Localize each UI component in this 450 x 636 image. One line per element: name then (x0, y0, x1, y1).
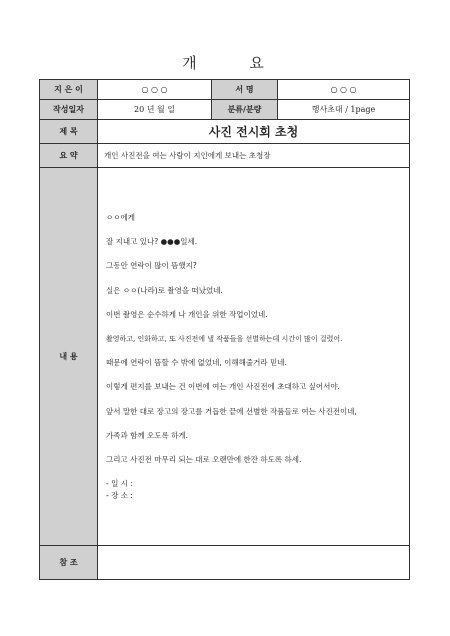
subject-value: 사진 전시회 초청 (98, 120, 410, 144)
content-line: ㅇㅇ에게 (106, 213, 135, 222)
summary-row (40, 144, 410, 168)
content-line: 그리고 사진전 마무리 되는 대로 오랜만에 한잔 하도록 하세. (106, 455, 302, 465)
content-line: 때문에 연락이 뜸할 수 밖에 없었네, 이해해줄거라 믿네. (106, 358, 287, 368)
date-row (40, 100, 410, 120)
author-label: 지 은 이 (40, 80, 98, 100)
date-value: 20 년 월 일 (98, 100, 212, 120)
document-title: 개 요 (182, 54, 288, 72)
overview-form (39, 79, 410, 580)
content-line: 잘 지내고 있나? ●●●일세. (106, 237, 198, 247)
reference-value (98, 546, 410, 580)
content-row (40, 168, 410, 546)
content-line: 앞서 말한 대로 장고의 장고를 거듭한 끝에 선별한 작품들로 여는 사진전이네, (106, 406, 357, 416)
summary-value: 개인 사진전을 여는 사람이 지인에게 보내는 초청장 (98, 144, 410, 168)
summary-label: 요 약 (40, 144, 98, 168)
content-line: 촬영하고, 인화하고, 또 사진전에 낼 작품들을 선별하는데 시간이 많이 걸렸어. (106, 335, 343, 344)
category-label: 분류/분량 (212, 100, 278, 120)
content-body (98, 168, 410, 546)
date-label: 작성일자 (40, 100, 98, 120)
reference-label: 참 조 (40, 546, 98, 580)
subject-label: 제 목 (40, 120, 98, 144)
signature-value: ○ ○ ○ (278, 80, 410, 100)
content-line: 가족과 함께 오도록 하게. (106, 430, 188, 440)
event-place-line: - 장 소 : (106, 491, 133, 501)
content-line: 그동안 연락이 많이 뜸했지? (106, 261, 197, 271)
content-line: 이렇게 편지를 보내는 건 이번에 여는 개인 사진전에 초대하고 싶어서야. (106, 382, 340, 392)
reference-row (40, 546, 410, 580)
author-row (40, 80, 410, 100)
subject-row (40, 120, 410, 144)
content-label: 내 용 (40, 168, 98, 546)
content-line: 이번 촬영은 순수하게 나 개인을 위한 작업이었네. (106, 309, 268, 319)
event-date-line: - 일 시 : (106, 479, 133, 489)
signature-label: 서 명 (212, 80, 278, 100)
author-value: ○ ○ ○ (98, 80, 212, 100)
content-line: 실은 ㅇㅇ(나라)로 촬영을 떠났었네. (106, 285, 223, 295)
category-value: 행사초대 / 1page (278, 100, 410, 120)
